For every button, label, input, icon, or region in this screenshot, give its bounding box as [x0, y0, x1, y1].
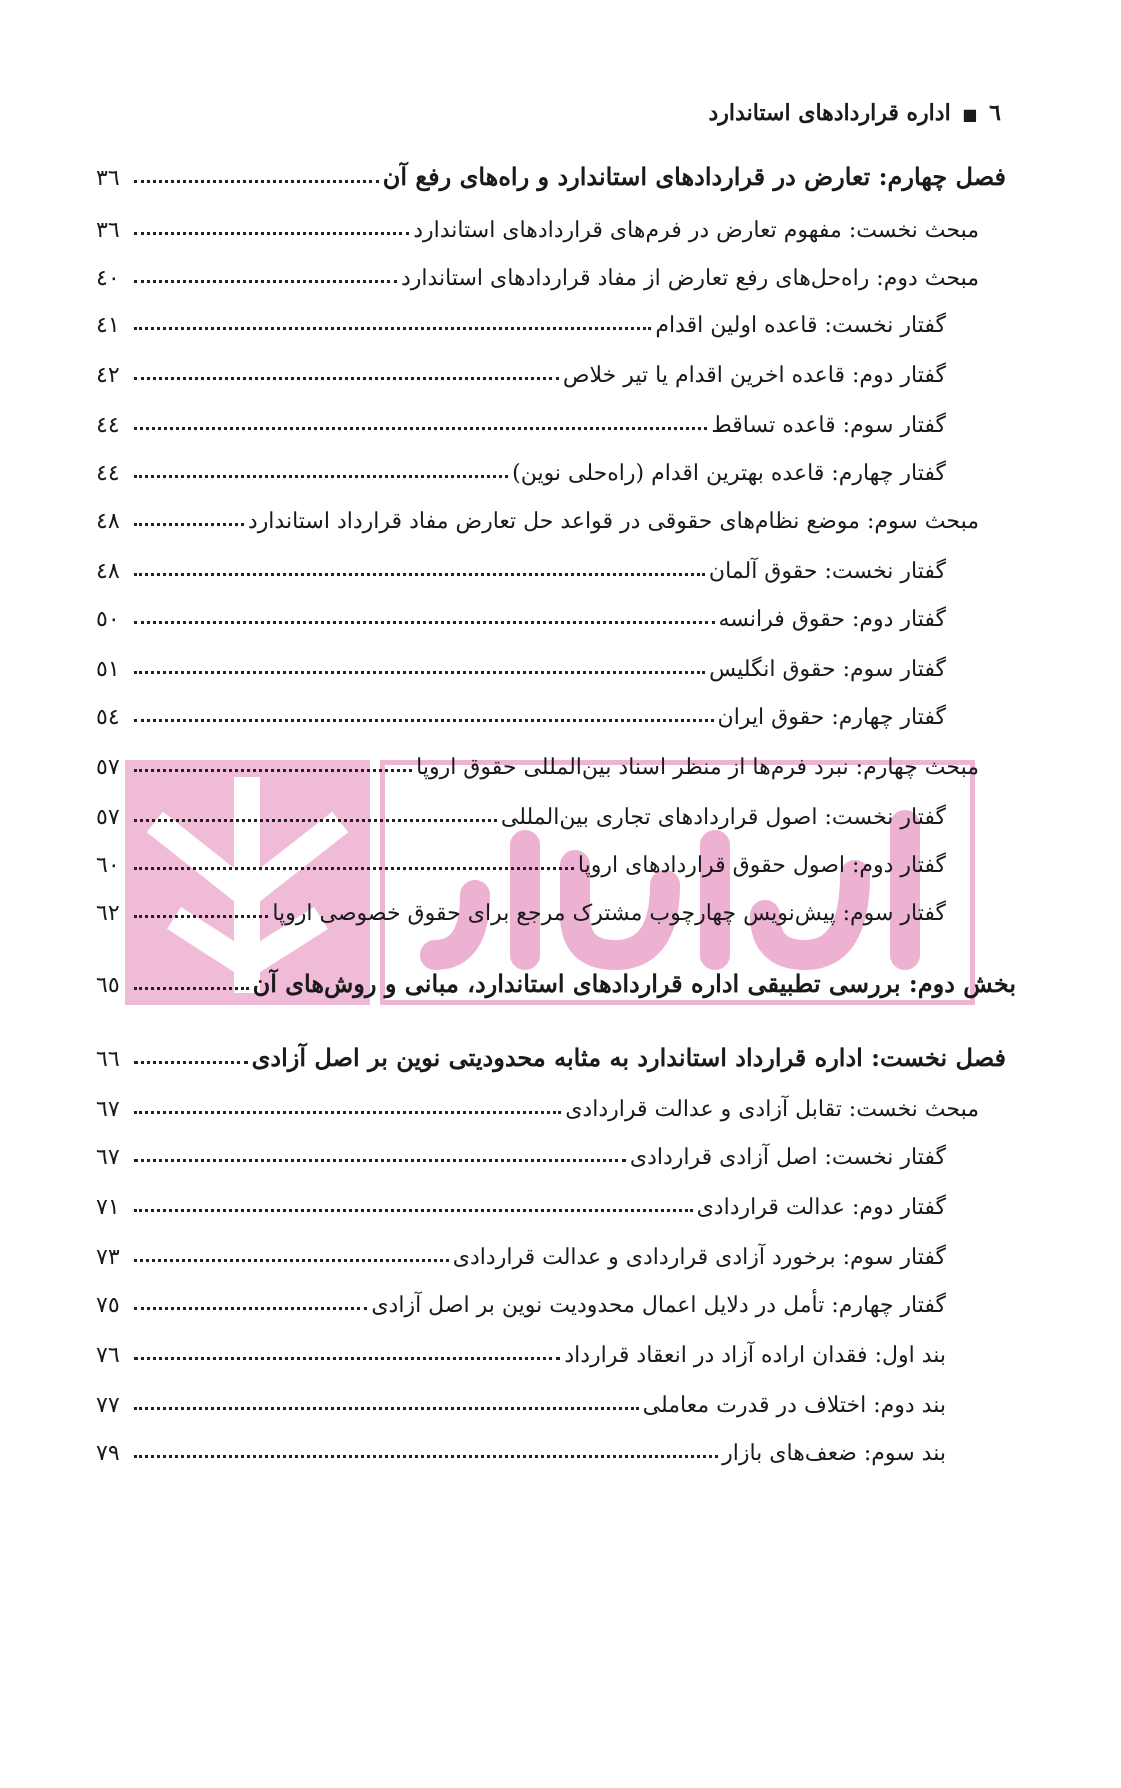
toc-leader-dots [134, 1454, 718, 1458]
page-number: ٦ [989, 100, 1001, 126]
toc-leader-dots [134, 426, 707, 430]
toc-entry-title: گفتار نخست: حقوق آلمان [708, 559, 946, 584]
toc-entry [96, 302, 946, 338]
toc-entry-page-number: ٤٨ [96, 559, 120, 584]
toc-entry [96, 596, 946, 632]
toc-entry-title: مبحث نخست: مفهوم تعارض در فرم‌های قراردادهای استاندارد [413, 218, 979, 243]
toc-entry-title: گفتار دوم: عدالت قراردادی [696, 1195, 946, 1220]
toc-entry-title: مبحث سوم: موضع نظام‌های حقوقی در قواعد حل تعارض مفاد قرارداد استاندارد [247, 509, 979, 534]
toc-entry [96, 1184, 946, 1220]
toc-entry-page-number: ٤١ [96, 313, 120, 338]
toc-leader-dots [134, 1258, 449, 1262]
toc-entry-title: گفتار سوم: قاعده تساقط [711, 413, 946, 438]
toc-entry-title: مبحث چهارم: نبرد فرم‌ها از منظر اسناد بین‌المللی حقوق اروپا [416, 755, 979, 780]
toc-entry [96, 402, 946, 438]
toc-leader-dots [134, 572, 705, 576]
toc-entry-page-number: ٥٧ [96, 755, 120, 780]
toc-leader-dots [134, 670, 705, 674]
toc-entry-title: گفتار سوم: برخورد آزادی قراردادی و عدالت قراردادی [452, 1245, 946, 1270]
toc-entry-title: گفتار سوم: حقوق انگلیس [709, 657, 946, 682]
toc-entry-title: گفتار دوم: قاعده اخرین اقدام یا تیر خلاص [562, 363, 946, 388]
toc-entry-page-number: ٦٧ [96, 1145, 120, 1170]
toc-entry-page-number: ٦٧ [96, 1097, 120, 1122]
toc-entry-title: فصل نخست: اداره قرارداد استاندارد به مثابه محدودیتی نوین بر اصل آزادی [251, 1043, 1006, 1072]
toc-entry-title: فصل چهارم: تعارض در قراردادهای استاندارد و راه‌های رفع آن [382, 162, 1006, 191]
toc-entry [96, 694, 946, 730]
toc-leader-dots [134, 718, 714, 722]
toc-leader-dots [134, 474, 508, 478]
toc-leader-dots [134, 1060, 248, 1064]
toc-entry-page-number: ٤٤ [96, 413, 120, 438]
toc-entry-title: مبحث نخست: تقابل آزادی و عدالت قراردادی [565, 1097, 979, 1122]
toc-entry-title: گفتار نخست: اصول قراردادهای تجاری بین‌المللی [500, 805, 946, 830]
toc-entry [96, 1430, 946, 1466]
toc-entry-title: گفتار چهارم: حقوق ایران [717, 705, 946, 730]
toc-entry-title: گفتار نخست: اصل آزادی قراردادی [629, 1145, 946, 1170]
toc-entry-page-number: ٧٧ [96, 1393, 120, 1418]
toc-leader-dots [134, 279, 397, 283]
toc-entry-page-number: ٤٠ [96, 266, 120, 291]
toc-entry-title: گفتار سوم: پیش‌نویس چهارچوب مشترک مرجع برای حقوق خصوصی اروپا [272, 901, 946, 926]
toc-entry-title: گفتار چهارم: تأمل در دلایل اعمال محدودیت نوین بر اصل آزادی [371, 1293, 946, 1318]
toc-entry-title: گفتار چهارم: قاعده بهترین اقدام (راه‌حلی نوین) [512, 461, 946, 486]
toc-leader-dots [134, 376, 559, 380]
toc-leader-dots [134, 231, 409, 235]
toc-entry-page-number: ٣٦ [96, 166, 120, 191]
toc-entry [96, 842, 946, 878]
toc-entry-title: بند سوم: ضعف‌های بازار [722, 1441, 946, 1466]
toc-entry [96, 794, 946, 830]
toc-leader-dots [134, 326, 651, 330]
toc-leader-dots [134, 1158, 626, 1162]
toc-entry-page-number: ٥٧ [96, 805, 120, 830]
toc-leader-dots [134, 620, 715, 624]
toc-leader-dots [134, 1208, 693, 1212]
toc-leader-dots [134, 986, 249, 990]
toc-entry-title: گفتار دوم: اصول حقوق قراردادهای اروپا [577, 853, 946, 878]
toc-leader-dots [134, 1356, 560, 1360]
toc-leader-dots [134, 866, 574, 870]
running-header-title: اداره قراردادهای استاندارد [708, 100, 951, 126]
toc-entry [96, 548, 946, 584]
toc-entry-page-number: ٥٠ [96, 607, 120, 632]
toc-entry-page-number: ٦٢ [96, 901, 120, 926]
toc-entry-page-number: ٥٤ [96, 705, 120, 730]
toc-entry-page-number: ٥١ [96, 657, 120, 682]
toc-entry [96, 646, 946, 682]
toc-entry [96, 1234, 946, 1270]
toc-entry [96, 1282, 946, 1318]
toc-entry [96, 155, 1006, 191]
toc-entry [96, 352, 946, 388]
toc-entry-page-number: ٧١ [96, 1195, 120, 1220]
toc-entry [96, 1134, 946, 1170]
toc-entry [96, 1036, 1006, 1072]
toc-entry [96, 1086, 979, 1122]
toc-entry-title: گفتار دوم: حقوق فرانسه [718, 607, 946, 632]
toc-leader-dots [134, 522, 244, 526]
toc-entry-title: بخش دوم: بررسی تطبیقی اداره قراردادهای استاندارد، مبانی و روش‌های آن [252, 969, 1016, 998]
toc-entry [96, 255, 979, 291]
toc-leader-dots [134, 179, 379, 183]
toc-entry [96, 498, 979, 534]
toc-entry-page-number: ٧٣ [96, 1245, 120, 1270]
running-header [708, 100, 1001, 126]
toc-leader-dots [134, 1306, 367, 1310]
toc-entry-page-number: ٦٥ [96, 973, 120, 998]
toc-leader-dots [134, 1406, 639, 1410]
toc-entry-page-number: ٤٨ [96, 509, 120, 534]
toc-entry [96, 207, 979, 243]
toc-entry-page-number: ٧٦ [96, 1343, 120, 1368]
toc-leader-dots [134, 914, 268, 918]
toc-entry-title: بند دوم: اختلاف در قدرت معاملی [642, 1393, 946, 1418]
toc-entry-page-number: ٧٩ [96, 1441, 120, 1466]
toc-entry [96, 962, 1016, 998]
toc-entry [96, 1332, 946, 1368]
toc-entry-page-number: ٦٠ [96, 853, 120, 878]
toc-leader-dots [134, 768, 412, 772]
toc-entry [96, 450, 946, 486]
toc-entry-page-number: ٧٥ [96, 1293, 120, 1318]
toc-entry-title: گفتار نخست: قاعده اولین اقدام [655, 313, 946, 338]
toc-entry-page-number: ٣٦ [96, 218, 120, 243]
toc-entry [96, 744, 979, 780]
toc-entry-page-number: ٤٢ [96, 363, 120, 388]
toc-leader-dots [134, 1110, 561, 1114]
toc-entry-page-number: ٦٦ [96, 1047, 120, 1072]
toc-entry [96, 1382, 946, 1418]
toc-entry-title: مبحث دوم: راه‌حل‌های رفع تعارض از مفاد قراردادهای استاندارد [400, 266, 979, 291]
toc-entry-page-number: ٤٤ [96, 461, 120, 486]
toc-entry [96, 890, 946, 926]
toc-leader-dots [134, 818, 497, 822]
square-bullet-icon: ■ [962, 105, 978, 124]
toc-entry-title: بند اول: فقدان اراده آزاد در انعقاد قرارداد [564, 1343, 946, 1368]
